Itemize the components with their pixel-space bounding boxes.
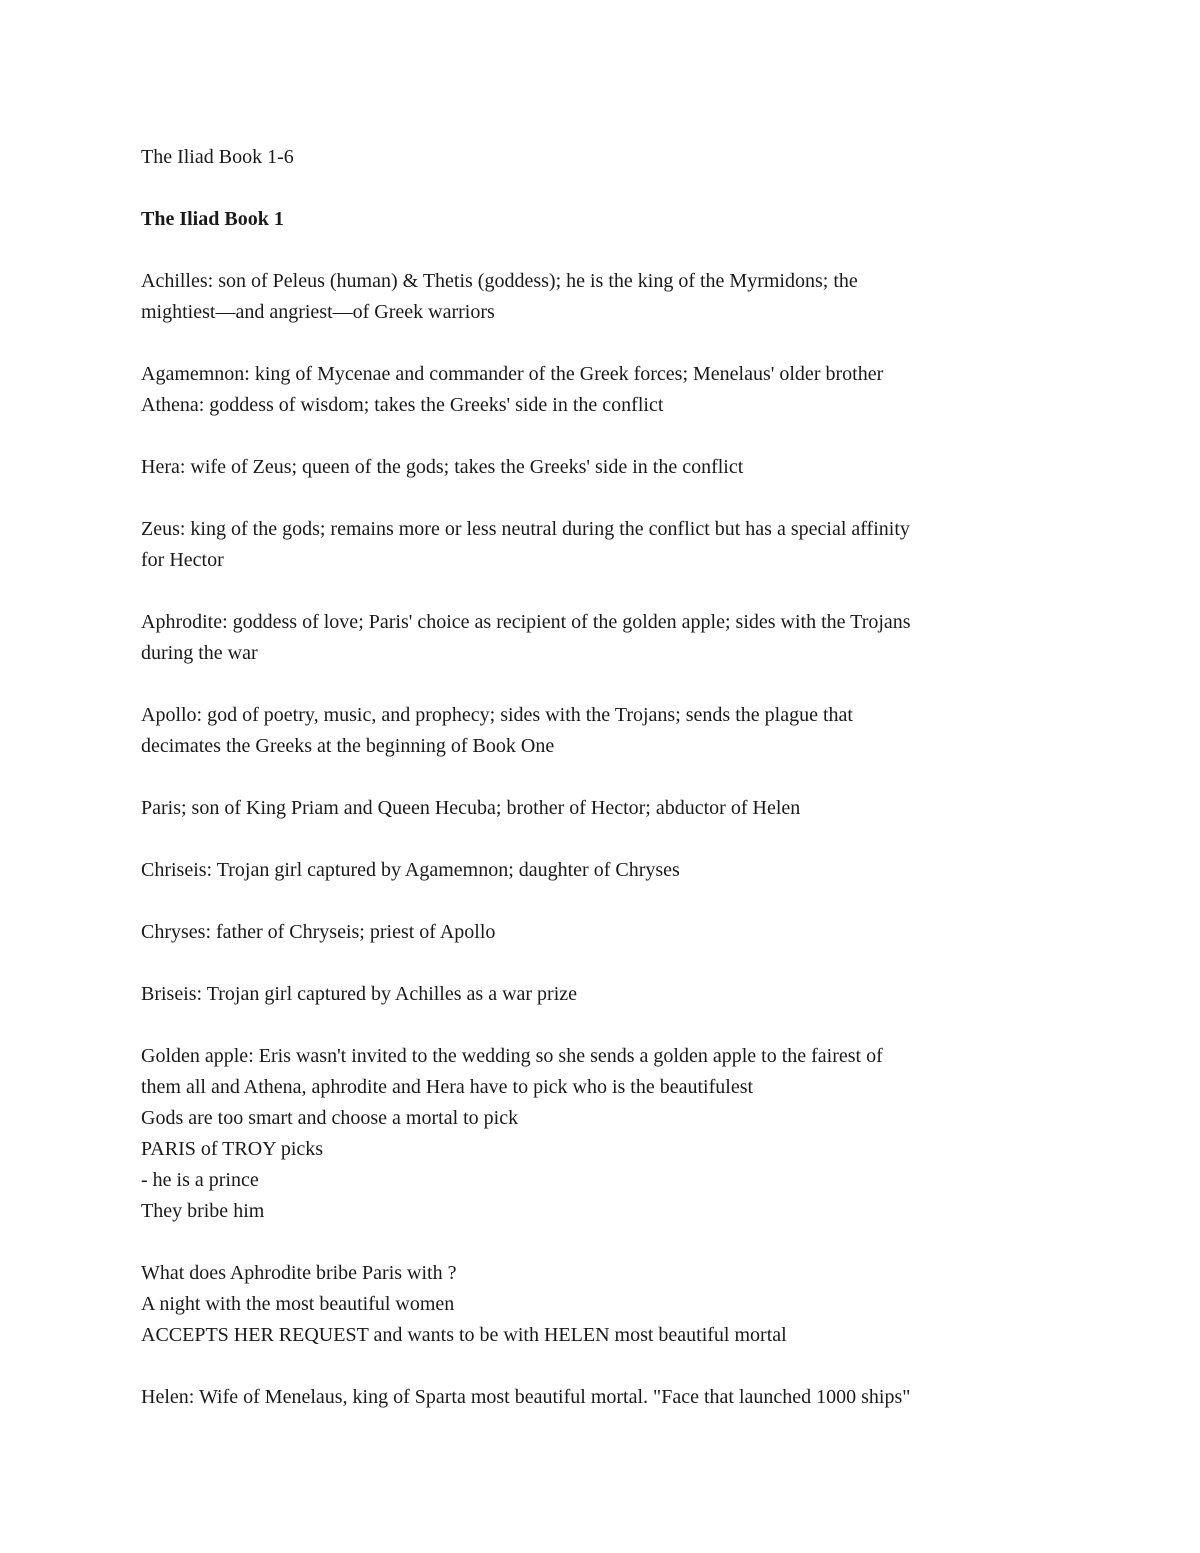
entry-achilles-line-2: mightiest—and angriest—of Greek warriors (141, 301, 495, 323)
golden-apple-line-4: PARIS of TROY picks (141, 1138, 324, 1160)
entry-paris: Paris; son of King Priam and Queen Hecuba; brother of Hector; abductor of Helen (141, 797, 801, 819)
entry-chriseis: Chriseis: Trojan girl captured by Agamemnon; daughter of Chryses (141, 859, 680, 881)
entry-athena: Athena: goddess of wisdom; takes the Greeks' side in the conflict (141, 394, 664, 416)
spacer (141, 576, 1071, 607)
spacer (141, 328, 1071, 359)
spacer (141, 1227, 1071, 1258)
entry-aphrodite-line-1: Aphrodite: goddess of love; Paris' choice as recipient of the golden apple; sides with the Trojans (141, 611, 911, 633)
spacer (141, 1351, 1071, 1382)
golden-apple-line-3: Gods are too smart and choose a mortal to pick (141, 1107, 519, 1129)
bribe-line-2: A night with the most beautiful women (141, 1293, 455, 1315)
golden-apple-line-1: Golden apple: Eris wasn't invited to the wedding so she sends a golden apple to the fairest of (141, 1045, 883, 1067)
entry-helen: Helen: Wife of Menelaus, king of Sparta most beautiful mortal. "Face that launched 1000 ships" (141, 1386, 911, 1408)
spacer (141, 824, 1071, 855)
spacer (141, 948, 1071, 979)
entry-chryses: Chryses: father of Chryseis; priest of Apollo (141, 921, 496, 943)
entry-briseis: Briseis: Trojan girl captured by Achilles as a war prize (141, 983, 578, 1005)
spacer (141, 669, 1071, 700)
spacer (141, 235, 1071, 266)
bribe-line-1: What does Aphrodite bribe Paris with ? (141, 1262, 457, 1284)
entry-apollo-line-2: decimates the Greeks at the beginning of Book One (141, 735, 555, 757)
entry-aphrodite-line-2: during the war (141, 642, 258, 664)
spacer (141, 483, 1071, 514)
golden-apple-line-5: - he is a prince (141, 1169, 259, 1191)
entry-hera: Hera: wife of Zeus; queen of the gods; takes the Greeks' side in the conflict (141, 456, 744, 478)
golden-apple-line-2: them all and Athena, aphrodite and Hera have to pick who is the beautifulest (141, 1076, 754, 1098)
spacer (141, 1010, 1071, 1041)
bribe-line-3: ACCEPTS HER REQUEST and wants to be with HELEN most beautiful mortal (141, 1324, 787, 1346)
spacer (141, 421, 1071, 452)
entry-agamemnon: Agamemnon: king of Mycenae and commander of the Greek forces; Menelaus' older brother (141, 363, 884, 385)
document-body (141, 142, 1071, 1413)
spacer (141, 173, 1071, 204)
entry-zeus-line-1: Zeus: king of the gods; remains more or less neutral during the conflict but has a special affinity (141, 518, 910, 540)
golden-apple-line-6: They bribe him (141, 1200, 265, 1222)
entry-zeus-line-2: for Hector (141, 549, 224, 571)
spacer (141, 762, 1071, 793)
spacer (141, 886, 1071, 917)
entry-achilles-line-1: Achilles: son of Peleus (human) & Thetis (goddess); he is the king of the Myrmidons; the (141, 270, 858, 292)
entry-apollo-line-1: Apollo: god of poetry, music, and prophecy; sides with the Trojans; sends the plague that (141, 704, 853, 726)
document-title: The Iliad Book 1-6 (141, 146, 294, 168)
section-heading: The Iliad Book 1 (141, 208, 284, 230)
